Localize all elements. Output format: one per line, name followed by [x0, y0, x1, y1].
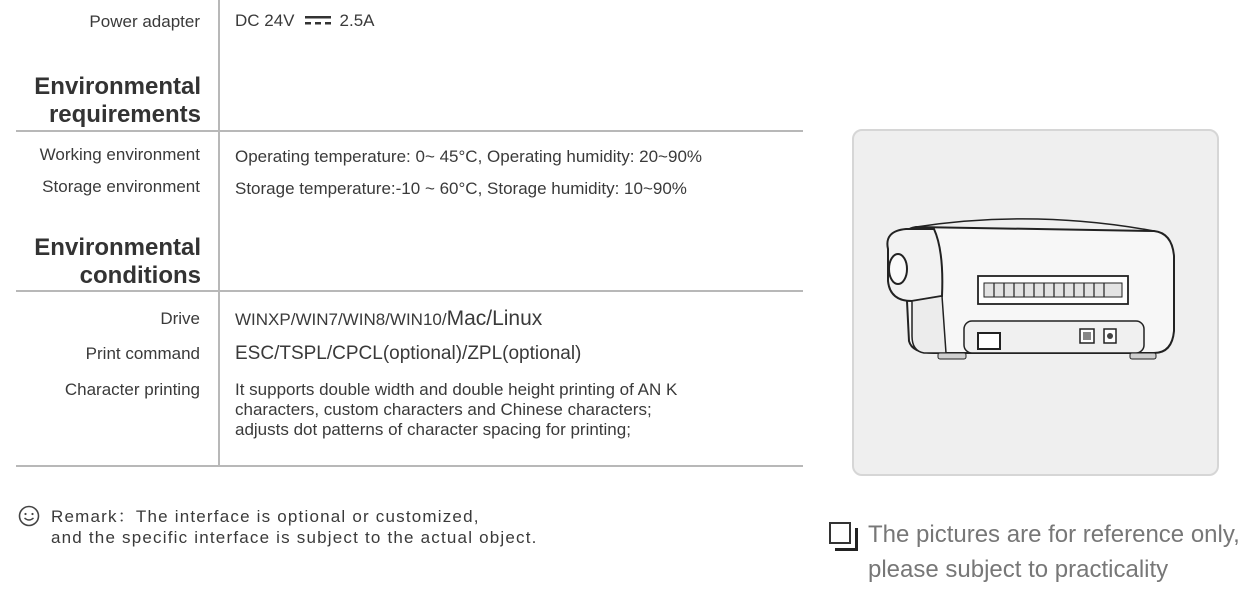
storage-environment-label: Storage environment: [42, 177, 200, 196]
remark-text: Remark：The interface is optional or customized, and the specific interface is subject to the actual object.: [51, 507, 538, 547]
smile-icon: [18, 505, 40, 532]
env-conditions-heading: Environmental conditions: [34, 234, 201, 289]
divider-env-requirements: [16, 130, 803, 132]
print-command-label: Print command: [85, 344, 200, 363]
printer-photo: [852, 129, 1219, 476]
dc-symbol-icon: [305, 11, 331, 31]
divider-table-bottom: [16, 465, 803, 467]
printer-image: [854, 131, 1217, 474]
picture-note: The pictures are for reference only, please subject to practicality: [868, 521, 1240, 583]
drive-label: Drive: [160, 309, 200, 328]
env-requirements-heading: Environmental requirements: [34, 73, 201, 128]
drive-value-windows: WINXP/WIN7/WIN8/WIN10/: [235, 310, 447, 329]
power-adapter-value: [235, 11, 375, 31]
working-environment-label: Working environment: [39, 145, 200, 164]
storage-environment-value: Storage temperature:-10 ~ 60°C, Storage humidity: 10~90%: [235, 179, 687, 198]
checkbox-icon: [829, 522, 851, 544]
power-current: 2.5A: [339, 11, 375, 30]
print-command-value: ESC/TSPL/CPCL(optional)/ZPL(optional): [235, 343, 582, 364]
table-vertical-divider: [218, 0, 220, 466]
drive-value-mac-linux: Mac/Linux: [446, 307, 543, 330]
power-adapter-label: Power adapter: [89, 12, 200, 31]
divider-env-conditions: [16, 290, 803, 292]
drive-value: [235, 307, 542, 331]
character-printing-label: Character printing: [64, 380, 200, 399]
character-printing-value: It supports double width and double height printing of AN K characters, custom characters and Chinese characters; adjusts dot patterns of character spacing for printing;: [235, 380, 678, 439]
working-environment-value: Operating temperature: 0~ 45°C, Operating humidity: 20~90%: [235, 147, 703, 166]
power-voltage: DC 24V: [235, 11, 295, 30]
